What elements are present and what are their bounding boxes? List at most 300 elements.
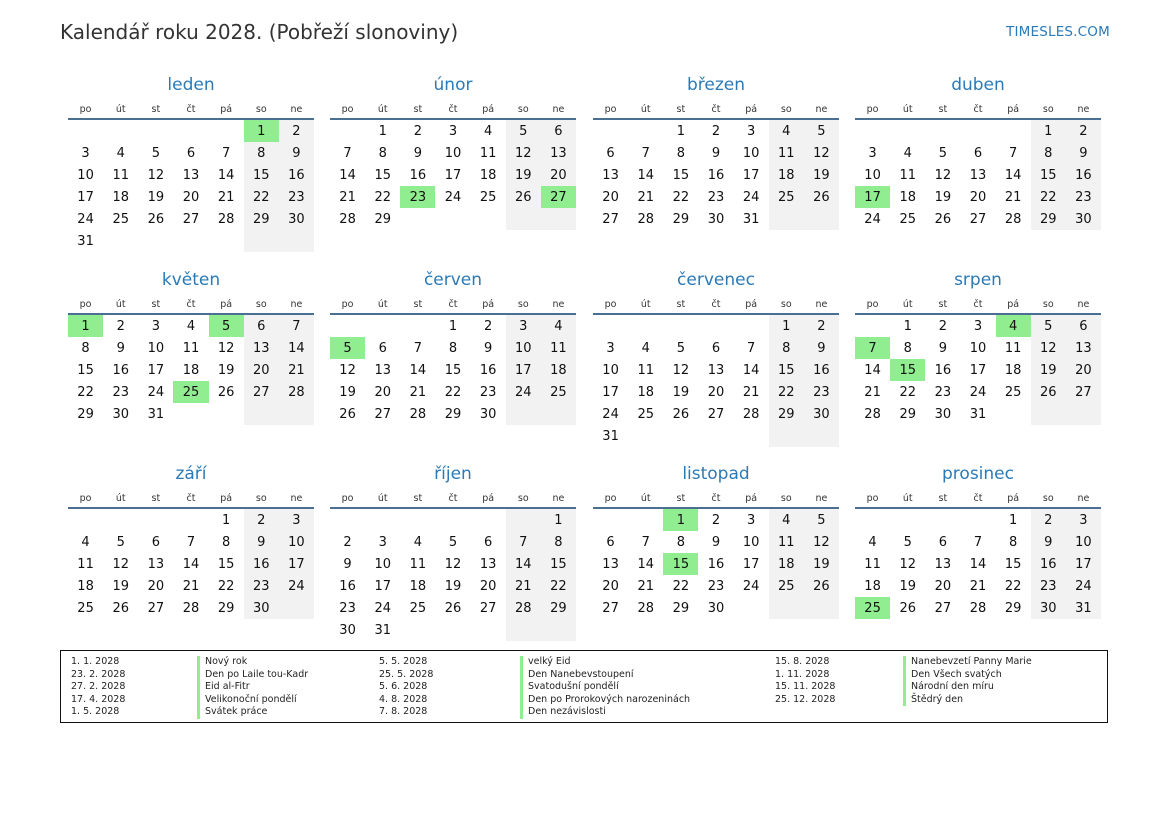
weekday-header: st <box>400 100 435 119</box>
day-cell: 10 <box>742 145 760 161</box>
empty-cell <box>698 314 733 337</box>
weekday-header: so <box>769 489 804 508</box>
day-cell: 5 <box>1031 314 1066 337</box>
day-cell: 19 <box>506 164 541 186</box>
day-cell: 30 <box>112 406 129 422</box>
legend-holiday-name: velký Eid <box>520 656 690 669</box>
day-cell: 17 <box>742 167 760 183</box>
day-cell: 16 <box>804 359 839 381</box>
day-cell: 15 <box>77 362 94 378</box>
day-cell: 1 <box>1031 119 1066 142</box>
day-cell: 16 <box>707 167 725 183</box>
day-cell: 7 <box>973 534 983 550</box>
weekday-header: pá <box>996 489 1031 508</box>
day-cell: 21 <box>409 384 427 400</box>
day-cell: 12 <box>1031 337 1066 359</box>
day-cell: 10 <box>969 340 987 356</box>
day-cell: 15 <box>1004 556 1022 572</box>
month-name: listopad <box>682 464 750 484</box>
day-cell: 20 <box>602 578 619 594</box>
day-cell: 28 <box>637 211 654 227</box>
day-cell: 25 <box>77 600 94 616</box>
day-cell: 14 <box>182 556 200 572</box>
empty-cell <box>804 208 839 230</box>
day-cell: 3 <box>506 314 541 337</box>
day-cell: 16 <box>112 362 129 378</box>
day-cell: 3 <box>868 145 877 161</box>
day-cell: 2 <box>711 512 721 528</box>
day-cell: 24 <box>374 600 391 616</box>
brand-link[interactable]: TIMESLES.COM <box>1006 24 1110 40</box>
holiday-day-cell: 1 <box>68 314 103 337</box>
day-cell: 21 <box>217 189 235 205</box>
weekday-header: po <box>68 295 103 314</box>
day-cell: 26 <box>444 600 462 616</box>
legend-date: 15. 8. 2028 <box>775 656 830 667</box>
day-cell: 1 <box>676 123 685 139</box>
day-cell: 13 <box>602 167 619 183</box>
weekday-header: st <box>925 489 960 508</box>
empty-cell <box>855 119 890 142</box>
holiday-day-cell: 25 <box>855 597 890 619</box>
day-cell: 4 <box>413 534 422 550</box>
day-cell: 21 <box>182 578 200 594</box>
day-cell: 13 <box>244 337 279 359</box>
weekday-header: so <box>244 295 279 314</box>
weekday-header: so <box>1031 489 1066 508</box>
empty-cell <box>593 119 628 142</box>
day-cell: 16 <box>339 578 356 594</box>
weekday-header: út <box>890 489 925 508</box>
weekday-header: pá <box>734 100 769 119</box>
day-cell: 17 <box>742 556 760 572</box>
legend-holiday-name: Eid al-Fitr <box>197 681 308 694</box>
day-cell: 8 <box>541 531 576 553</box>
weekday-header: po <box>593 295 628 314</box>
day-cell: 16 <box>1066 164 1101 186</box>
day-cell: 6 <box>151 534 160 550</box>
day-cell: 19 <box>112 578 129 594</box>
weekday-header: ne <box>804 489 839 508</box>
empty-cell <box>209 230 244 252</box>
day-cell: 17 <box>147 362 165 378</box>
day-cell: 9 <box>244 531 279 553</box>
weekday-header: po <box>855 100 890 119</box>
day-cell: 25 <box>899 211 916 227</box>
day-cell: 29 <box>1004 600 1022 616</box>
day-cell: 25 <box>541 381 576 403</box>
day-cell: 18 <box>769 553 804 575</box>
day-cell: 19 <box>672 384 690 400</box>
weekday-header: pá <box>996 295 1031 314</box>
empty-cell <box>890 119 925 142</box>
day-cell: 28 <box>279 381 314 403</box>
day-cell: 10 <box>1066 531 1101 553</box>
weekday-header: so <box>506 489 541 508</box>
weekday-header: st <box>925 295 960 314</box>
day-cell: 28 <box>339 211 356 227</box>
empty-cell <box>435 208 470 230</box>
day-cell: 26 <box>804 575 839 597</box>
weekday-header: st <box>663 100 698 119</box>
holiday-day-cell: 5 <box>330 337 365 359</box>
empty-cell <box>400 208 435 230</box>
day-cell: 1 <box>448 318 458 334</box>
day-cell: 27 <box>707 406 725 422</box>
day-cell: 4 <box>868 534 877 550</box>
day-cell: 24 <box>279 575 314 597</box>
day-cell: 5 <box>804 119 839 142</box>
day-cell: 16 <box>934 362 952 378</box>
day-cell: 4 <box>903 145 912 161</box>
day-cell: 4 <box>81 534 90 550</box>
day-cell: 29 <box>1031 208 1066 230</box>
empty-cell <box>734 314 769 337</box>
day-cell: 28 <box>742 406 760 422</box>
empty-cell <box>330 119 365 142</box>
weekday-header: út <box>103 295 138 314</box>
day-cell: 18 <box>77 578 94 594</box>
day-cell: 9 <box>279 142 314 164</box>
day-cell: 17 <box>444 167 462 183</box>
legend-holiday-name: Národní den míru <box>903 681 1032 694</box>
day-cell: 25 <box>769 575 804 597</box>
day-cell: 24 <box>506 381 541 403</box>
day-cell: 24 <box>864 211 881 227</box>
weekday-header: pá <box>471 489 506 508</box>
day-cell: 19 <box>217 362 235 378</box>
month-name: březen <box>686 75 746 95</box>
day-cell: 6 <box>938 534 947 550</box>
day-cell: 2 <box>1031 508 1066 531</box>
day-cell: 3 <box>81 145 90 161</box>
day-cell: 2 <box>711 123 721 139</box>
day-cell: 28 <box>182 600 200 616</box>
page-title: Kalendář roku 2028. (Pobřeží slonoviny) <box>60 20 459 44</box>
holiday-day-cell: 1 <box>663 508 698 531</box>
day-cell: 5 <box>448 534 458 550</box>
day-cell: 13 <box>147 556 165 572</box>
weekday-header: so <box>1031 100 1066 119</box>
empty-cell <box>593 508 628 531</box>
weekday-header: út <box>628 489 663 508</box>
day-cell: 30 <box>339 622 356 638</box>
day-cell: 2 <box>483 318 493 334</box>
empty-cell <box>855 508 890 531</box>
day-cell: 30 <box>479 406 497 422</box>
day-cell: 19 <box>444 578 462 594</box>
day-cell: 19 <box>899 578 916 594</box>
holiday-day-cell: 15 <box>890 359 925 381</box>
legend-holiday-name: Svatodušní pondělí <box>520 681 690 694</box>
day-cell: 26 <box>112 600 129 616</box>
day-cell: 8 <box>81 340 90 356</box>
empty-cell <box>593 314 628 337</box>
day-cell: 19 <box>147 189 165 205</box>
month-únor <box>330 70 576 230</box>
weekday-header: po <box>330 100 365 119</box>
day-cell: 30 <box>244 597 279 619</box>
day-cell: 15 <box>541 553 576 575</box>
day-cell: 18 <box>899 189 916 205</box>
day-cell: 27 <box>1066 381 1101 403</box>
day-cell: 12 <box>444 556 462 572</box>
day-cell: 29 <box>444 406 462 422</box>
weekday-header: út <box>103 489 138 508</box>
day-cell: 1 <box>1008 512 1018 528</box>
weekday-header: pá <box>209 100 244 119</box>
day-cell: 25 <box>1004 384 1022 400</box>
day-cell: 8 <box>676 534 685 550</box>
weekday-header: ne <box>541 100 576 119</box>
day-cell: 11 <box>479 145 497 161</box>
weekday-header: so <box>506 100 541 119</box>
day-cell: 23 <box>804 381 839 403</box>
day-cell: 13 <box>374 362 391 378</box>
day-cell: 1 <box>903 318 912 334</box>
day-cell: 6 <box>244 314 279 337</box>
weekday-header: pá <box>734 489 769 508</box>
weekday-header: pá <box>209 489 244 508</box>
day-cell: 19 <box>804 164 839 186</box>
day-cell: 8 <box>378 145 387 161</box>
month-name: červenec <box>677 270 755 290</box>
day-cell: 6 <box>973 145 983 161</box>
day-cell: 9 <box>343 556 352 572</box>
weekday-header: út <box>628 295 663 314</box>
day-cell: 17 <box>77 189 94 205</box>
day-cell: 26 <box>147 211 165 227</box>
empty-cell <box>330 508 365 531</box>
day-cell: 8 <box>903 340 912 356</box>
month-name: květen <box>161 270 221 290</box>
day-cell: 20 <box>969 189 987 205</box>
empty-cell <box>1066 403 1101 425</box>
day-cell: 28 <box>409 406 427 422</box>
day-cell: 11 <box>1004 340 1022 356</box>
day-cell: 9 <box>1066 142 1101 164</box>
day-cell: 3 <box>279 508 314 531</box>
day-cell: 20 <box>244 359 279 381</box>
day-cell: 7 <box>279 314 314 337</box>
legend-date: 5. 6. 2028 <box>379 681 428 693</box>
month-name: duben <box>951 75 1005 95</box>
month-name: září <box>175 464 207 484</box>
day-cell: 23 <box>479 384 497 400</box>
day-cell: 2 <box>343 534 352 550</box>
day-cell: 3 <box>606 340 615 356</box>
day-cell: 22 <box>672 578 690 594</box>
empty-cell <box>804 425 839 447</box>
day-cell: 7 <box>641 534 650 550</box>
empty-cell <box>279 597 314 619</box>
day-cell: 6 <box>186 145 196 161</box>
month-březen <box>593 70 839 230</box>
day-cell: 4 <box>186 318 196 334</box>
day-cell: 18 <box>112 189 129 205</box>
day-cell: 28 <box>1004 211 1022 227</box>
day-cell: 4 <box>641 340 650 356</box>
weekday-header: so <box>244 100 279 119</box>
weekday-header: po <box>68 100 103 119</box>
day-cell: 7 <box>413 340 422 356</box>
weekday-header: po <box>593 489 628 508</box>
day-cell: 28 <box>217 211 235 227</box>
weekday-header: ne <box>279 489 314 508</box>
day-cell: 5 <box>938 145 947 161</box>
day-cell: 21 <box>637 189 654 205</box>
day-cell: 27 <box>182 211 200 227</box>
legend-date: 5. 5. 2028 <box>379 656 428 667</box>
day-cell: 29 <box>672 600 690 616</box>
legend-date: 17. 4. 2028 <box>71 693 126 705</box>
day-cell: 27 <box>602 600 619 616</box>
empty-cell <box>996 403 1031 425</box>
day-cell: 4 <box>541 314 576 337</box>
weekday-header: st <box>138 295 173 314</box>
empty-cell <box>663 314 698 337</box>
day-cell: 22 <box>374 189 391 205</box>
empty-cell <box>663 425 698 447</box>
month-říjen <box>330 459 576 641</box>
day-cell: 18 <box>182 362 200 378</box>
legend-holiday-name: Den Nanebevstoupení <box>520 669 690 682</box>
day-cell: 5 <box>676 340 685 356</box>
day-cell: 29 <box>77 406 94 422</box>
day-cell: 22 <box>244 186 279 208</box>
empty-cell <box>855 314 890 337</box>
weekday-header: čt <box>173 489 208 508</box>
day-cell: 11 <box>541 337 576 359</box>
day-cell: 9 <box>1031 531 1066 553</box>
empty-cell <box>628 314 663 337</box>
day-cell: 14 <box>217 167 235 183</box>
weekday-header: út <box>103 100 138 119</box>
day-cell: 22 <box>769 381 804 403</box>
day-cell: 26 <box>217 384 235 400</box>
empty-cell <box>400 314 435 337</box>
day-cell: 3 <box>1066 508 1101 531</box>
empty-cell <box>471 208 506 230</box>
day-cell: 20 <box>602 189 619 205</box>
day-cell: 10 <box>147 340 165 356</box>
day-cell: 20 <box>479 578 497 594</box>
day-cell: 15 <box>374 167 391 183</box>
month-červen <box>330 265 576 425</box>
month-name: srpen <box>954 270 1002 290</box>
day-cell: 13 <box>602 556 619 572</box>
holiday-day-cell: 7 <box>855 337 890 359</box>
day-cell: 2 <box>279 119 314 142</box>
empty-cell <box>138 230 173 252</box>
month-prosinec <box>855 459 1101 619</box>
day-cell: 21 <box>339 189 356 205</box>
empty-cell <box>68 508 103 531</box>
weekday-header: st <box>400 489 435 508</box>
month-name: červen <box>423 270 483 290</box>
weekday-header: pá <box>471 100 506 119</box>
day-cell: 6 <box>378 340 387 356</box>
empty-cell <box>435 508 470 531</box>
day-cell: 20 <box>147 578 165 594</box>
day-cell: 13 <box>969 167 987 183</box>
day-cell: 3 <box>746 123 756 139</box>
day-cell: 24 <box>742 578 760 594</box>
empty-cell <box>541 403 576 425</box>
day-cell: 10 <box>374 556 391 572</box>
day-cell: 28 <box>864 406 881 422</box>
day-cell: 31 <box>602 428 619 444</box>
weekday-header: so <box>244 489 279 508</box>
day-cell: 16 <box>244 553 279 575</box>
empty-cell <box>209 403 244 425</box>
day-cell: 21 <box>969 578 987 594</box>
month-duben <box>855 70 1101 230</box>
day-cell: 12 <box>804 531 839 553</box>
day-cell: 5 <box>116 534 125 550</box>
month-květen <box>68 265 314 425</box>
empty-cell <box>996 119 1031 142</box>
empty-cell <box>960 119 995 142</box>
day-cell: 4 <box>483 123 493 139</box>
empty-cell <box>103 508 138 531</box>
day-cell: 21 <box>742 384 760 400</box>
day-cell: 5 <box>151 145 160 161</box>
day-cell: 18 <box>479 167 497 183</box>
day-cell: 9 <box>413 145 422 161</box>
day-cell: 18 <box>864 578 881 594</box>
day-cell: 10 <box>279 531 314 553</box>
empty-cell <box>435 619 470 641</box>
holiday-day-cell: 4 <box>996 314 1031 337</box>
day-cell: 20 <box>182 189 200 205</box>
empty-cell <box>279 230 314 252</box>
weekday-header: so <box>769 295 804 314</box>
day-cell: 24 <box>1066 575 1101 597</box>
weekday-header: st <box>138 489 173 508</box>
day-cell: 5 <box>804 508 839 531</box>
day-cell: 3 <box>973 318 983 334</box>
month-name: prosinec <box>942 464 1014 484</box>
day-cell: 13 <box>541 142 576 164</box>
day-cell: 16 <box>1031 553 1066 575</box>
weekday-header: ne <box>541 489 576 508</box>
day-cell: 9 <box>116 340 125 356</box>
day-cell: 10 <box>602 362 619 378</box>
month-září <box>68 459 314 619</box>
empty-cell <box>506 208 541 230</box>
legend-date: 1. 1. 2028 <box>71 656 120 667</box>
holiday-legend <box>60 650 1108 723</box>
empty-cell <box>244 230 279 252</box>
legend-date: 1. 11. 2028 <box>775 668 830 680</box>
day-cell: 27 <box>479 600 497 616</box>
day-cell: 9 <box>938 340 947 356</box>
day-cell: 26 <box>339 406 356 422</box>
holiday-day-cell: 5 <box>209 314 244 337</box>
day-cell: 23 <box>707 578 725 594</box>
month-name: únor <box>433 75 473 95</box>
day-cell: 6 <box>1066 314 1101 337</box>
holiday-day-cell: 27 <box>541 186 576 208</box>
day-cell: 24 <box>602 406 619 422</box>
empty-cell <box>628 119 663 142</box>
day-cell: 6 <box>711 340 721 356</box>
day-cell: 14 <box>339 167 356 183</box>
day-cell: 8 <box>1008 534 1018 550</box>
empty-cell <box>138 508 173 531</box>
day-cell: 22 <box>217 578 235 594</box>
